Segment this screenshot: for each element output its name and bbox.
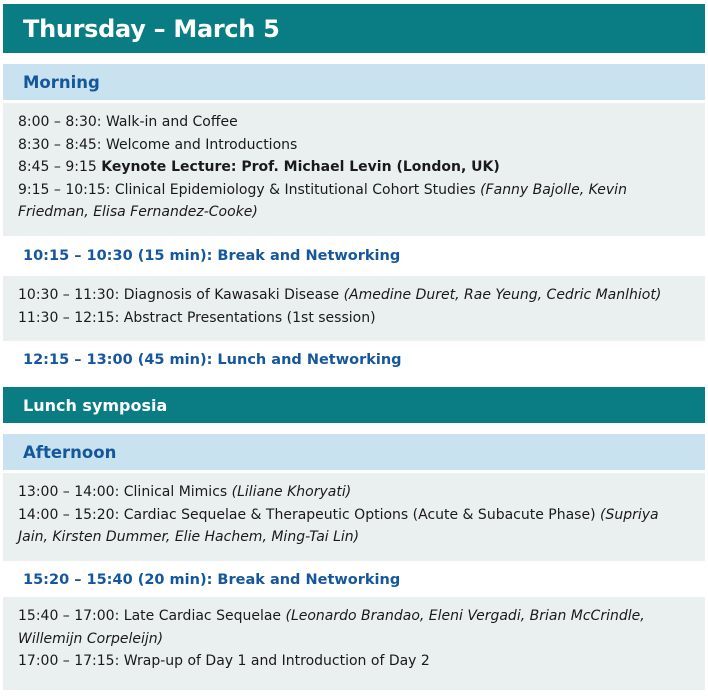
session-item	[18, 650, 691, 673]
session-time: 8:45 – 9:15	[18, 159, 97, 175]
session-item	[18, 481, 691, 504]
session-time: 14:00 – 15:20:	[18, 506, 120, 523]
session-title: Wrap-up of Day 1 and Introduction of Day 2	[123, 653, 430, 669]
session-item	[18, 111, 691, 134]
session-title: Clinical Epidemiology & Institutional Cohort Studies	[114, 181, 476, 198]
break-networking-2: 15:20 – 15:40 (20 min): Break and Networking	[3, 562, 705, 598]
session-speakers: (Amedine Duret, Rae Yeung, Cedric Manlhiot)	[343, 287, 662, 303]
late-afternoon-sessions	[3, 597, 705, 690]
session-time: 8:30 – 8:45:	[18, 136, 102, 153]
session-item	[18, 284, 691, 307]
session-title: Diagnosis of Kawasaki Disease	[123, 287, 340, 303]
session-item	[18, 307, 691, 330]
session-title: Cardiac Sequelae & Therapeutic Options (Acute & Subacute Phase)	[123, 506, 596, 523]
session-title: Welcome and Introductions	[105, 136, 298, 153]
session-item	[18, 134, 691, 157]
session-time: 9:15 – 10:15:	[18, 181, 111, 198]
break-networking-1: 10:15 – 10:30 (15 min): Break and Networking	[3, 238, 705, 274]
keynote-title: Keynote Lecture: Prof. Michael Levin (London, UK)	[101, 159, 500, 175]
lunch-networking: 12:15 – 13:00 (45 min): Lunch and Networking	[3, 342, 705, 378]
session-time: 8:00 – 8:30:	[18, 114, 102, 130]
session-item	[18, 605, 691, 650]
session-title: Clinical Mimics	[123, 484, 228, 500]
day-title: Thursday – March 5	[3, 4, 705, 53]
lunch-symposia-heading: Lunch symposia	[3, 387, 705, 423]
session-item-keynote	[18, 156, 691, 179]
session-item	[18, 504, 691, 549]
session-time: 10:30 – 11:30:	[18, 287, 120, 303]
morning-sessions	[3, 103, 705, 236]
session-title: Abstract Presentations (1st session)	[123, 309, 376, 326]
session-speakers: (Fanny Bajolle, Kevin Friedman, Elisa Fernandez-Cooke)	[18, 181, 627, 220]
section-heading-morning: Morning	[3, 64, 705, 100]
session-title: Late Cardiac Sequelae	[123, 608, 282, 624]
session-speakers: (Liliane Khoryati)	[231, 484, 352, 500]
section-heading-afternoon: Afternoon	[3, 434, 705, 470]
session-item	[18, 179, 691, 224]
afternoon-sessions	[3, 473, 705, 561]
late-morning-sessions	[3, 276, 705, 341]
session-time: 17:00 – 17:15:	[18, 653, 120, 669]
session-time: 15:40 – 17:00:	[18, 608, 120, 624]
session-speakers: (Leonardo Brandao, Eleni Vergadi, Brian McCrindle, Willemijn Corpeleijn)	[18, 608, 645, 647]
session-time: 11:30 – 12:15:	[18, 309, 120, 326]
session-time: 13:00 – 14:00:	[18, 484, 120, 500]
session-title: Walk-in and Coffee	[105, 114, 238, 130]
session-speakers: (Supriya Jain, Kirsten Dummer, Elie Hachem, Ming-Tai Lin)	[18, 506, 659, 545]
